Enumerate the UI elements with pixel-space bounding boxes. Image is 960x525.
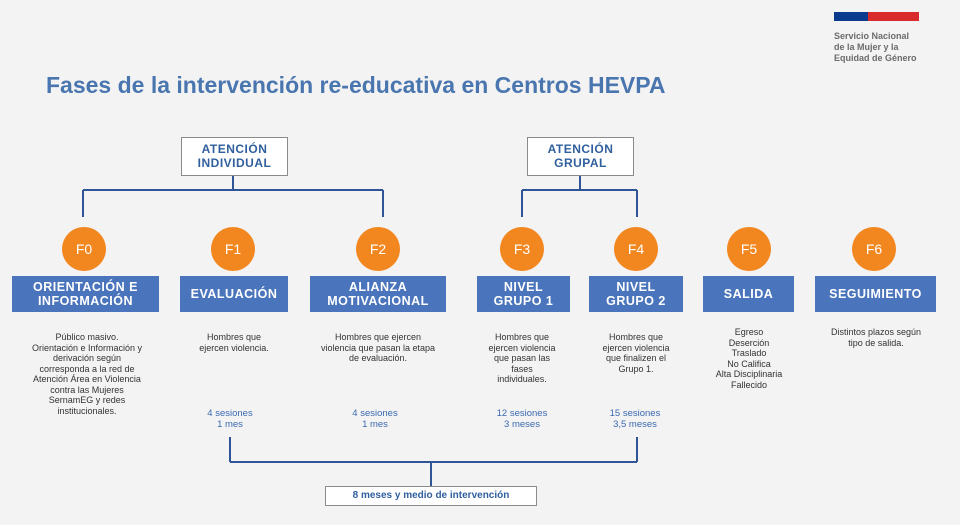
group-label-line: GRUPAL	[554, 156, 607, 170]
phase-name-line: EVALUACIÓN	[190, 287, 278, 301]
phase-name-line: GRUPO 1	[493, 294, 554, 308]
total-duration-box: 8 meses y medio de intervención	[325, 486, 537, 506]
phase-circle-f5: F5	[727, 227, 771, 271]
group-atencion-grupal	[527, 137, 634, 176]
phase-name-line: INFORMACIÓN	[37, 294, 134, 308]
phase-box-f4	[589, 276, 683, 312]
org-line: de la Mujer y la	[834, 42, 899, 52]
phase-name-line: MOTIVACIONAL	[327, 294, 429, 308]
phase-box-f6	[815, 276, 936, 312]
phase-circle-f4: F4	[614, 227, 658, 271]
phase-desc-f1: Hombres que ejercen violencia.	[199, 332, 269, 353]
phase-duration-f4: 15 sesiones 3,5 meses	[609, 408, 661, 430]
phase-desc-f4: Hombres que ejercen violencia que finalizen el Grupo 1.	[602, 332, 670, 374]
phase-box-f3	[477, 276, 570, 312]
org-line: Equidad de Género	[834, 53, 917, 63]
group-label-line: ATENCIÓN	[547, 142, 614, 156]
phase-desc-f5: Egreso Deserción Traslado No Califica Alta Disciplinaria Fallecido	[715, 327, 783, 390]
phase-duration-f3: 12 sesiones 3 meses	[496, 408, 548, 430]
phase-name-line: NIVEL	[503, 280, 544, 294]
phase-duration-f1: 4 sesiones 1 mes	[207, 408, 253, 430]
phase-box-f1	[180, 276, 288, 312]
phase-box-f0	[12, 276, 159, 312]
phase-box-f5	[703, 276, 794, 312]
phase-duration-f2: 4 sesiones 1 mes	[352, 408, 398, 430]
phase-name-line: SEGUIMIENTO	[829, 287, 922, 301]
group-label-line: INDIVIDUAL	[197, 156, 272, 170]
group-atencion-individual	[181, 137, 288, 176]
phase-circle-f0: F0	[62, 227, 106, 271]
phase-desc-f3: Hombres que ejercen violencia que pasan las fases individuales.	[488, 332, 556, 384]
phase-circle-f2: F2	[356, 227, 400, 271]
phase-name-line: GRUPO 2	[606, 294, 666, 308]
phase-name-line: ALIANZA	[348, 280, 408, 294]
phase-desc-f6: Distintos plazos según tipo de salida.	[830, 327, 922, 348]
phase-desc-f2: Hombres que ejercen violencia que pasan la etapa de evaluación.	[320, 332, 436, 363]
phase-name-line: ORIENTACIÓN E	[33, 280, 138, 294]
phase-circle-f6: F6	[852, 227, 896, 271]
phase-circle-f1: F1	[211, 227, 255, 271]
phase-name-line: SALIDA	[723, 287, 774, 301]
page-title: Fases de la intervención re-educativa en Centros HEVPA	[46, 72, 666, 98]
phase-desc-f0: Público masivo. Orientación e Información y derivación según corresponda a la red de Atención Área en Violencia contra las Mujeres SernamEG y redes institucionales.	[31, 332, 143, 416]
org-line: Servicio Nacional	[834, 31, 910, 41]
group-label-line: ATENCIÓN	[201, 142, 268, 156]
phase-name-line: NIVEL	[616, 280, 656, 294]
phase-box-f2	[310, 276, 446, 312]
phase-circle-f3: F3	[500, 227, 544, 271]
